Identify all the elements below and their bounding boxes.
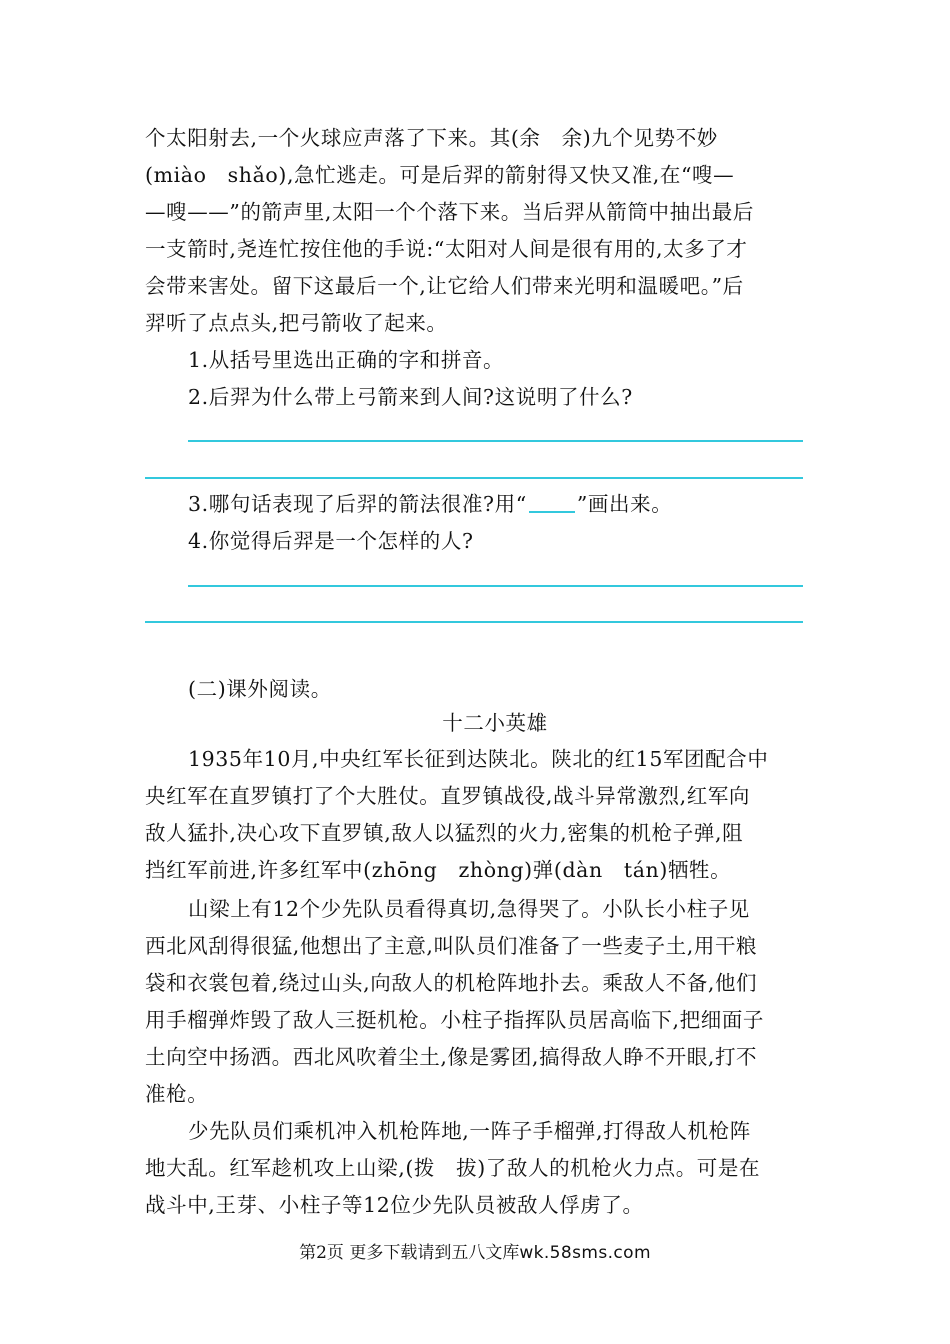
passage1-line-5: 会带来害处。留下这最后一个,让它给人们带来光明和温暖吧。”后: [145, 274, 744, 298]
passage1-line-1: 个太阳射去,一个火球应声落了下来。其(余 余)九个见势不妙: [145, 126, 718, 150]
answer-line-q2-1[interactable]: [188, 440, 803, 442]
story-line-2: 央红军在直罗镇打了个大胜仗。直罗镇战役,战斗异常激烈,红军向: [145, 784, 751, 808]
question-4: 4.你觉得后羿是一个怎样的人?: [188, 529, 474, 553]
story-line-7: 袋和衣裳包着,绕过山头,向敌人的机枪阵地扑去。乘敌人不备,他们: [145, 971, 758, 995]
footer-text: 更多下载请到五八文库: [349, 1243, 520, 1263]
story-line-13: 战斗中,王芽、小柱子等12位少先队员被敌人俘虏了。: [145, 1193, 644, 1217]
answer-line-q4-2[interactable]: [145, 621, 803, 623]
story-line-9: 土向空中扬洒。西北风吹着尘土,像是雾团,搞得敌人睁不开眼,打不: [145, 1045, 758, 1069]
story-line-1: 1935年10月,中央红军长征到达陕北。陕北的红15军团配合中: [188, 747, 769, 771]
story-line-8: 用手榴弹炸毁了敌人三挺机枪。小柱子指挥队员居高临下,把细面子: [145, 1008, 765, 1032]
story-line-10: 准枪。: [145, 1082, 209, 1106]
story-line-4: 挡红军前进,许多红军中(zhōng zhòng)弹(dàn tán)牺牲。: [145, 858, 732, 882]
passage1-line-3: —嗖——”的箭声里,太阳一个个落下来。当后羿从箭筒中抽出最后: [145, 200, 754, 224]
page-number: 第2页: [299, 1243, 344, 1263]
page-footer: [0, 1238, 950, 1268]
story-line-11: 少先队员们乘机冲入机枪阵地,一阵子手榴弹,打得敌人机枪阵: [188, 1119, 751, 1143]
story-line-6: 西北风刮得很猛,他想出了主意,叫队员们准备了一些麦子土,用干粮: [145, 934, 758, 958]
underline-sample: [529, 489, 575, 513]
question-3-text-after: ”画出来。: [576, 492, 673, 516]
question-1: 1.从括号里选出正确的字和拼音。: [188, 348, 505, 372]
story-line-12: 地大乱。红军趁机攻上山梁,(拨 拔)了敌人的机枪火力点。可是在: [145, 1156, 761, 1180]
answer-line-q2-2[interactable]: [145, 477, 803, 479]
section-heading: (二)课外阅读。: [188, 677, 332, 701]
story-title: 十二小英雄: [442, 711, 548, 735]
passage1-line-4: 一支箭时,尧连忙按住他的手说:“太阳对人间是很有用的,太多了才: [145, 237, 748, 261]
footer-link[interactable]: wk.58sms.com: [519, 1243, 651, 1263]
question-2: 2.后羿为什么带上弓箭来到人间?这说明了什么?: [188, 385, 633, 409]
story-line-3: 敌人猛扑,决心攻下直罗镇,敌人以猛烈的火力,密集的机枪子弹,阻: [145, 821, 744, 845]
question-3: [188, 486, 805, 522]
passage1-line-2: (miào shǎo),急忙逃走。可是后羿的箭射得又快又准,在“嗖—: [145, 163, 735, 187]
question-3-text-before: 3.哪句话表现了后羿的箭法很准?用“: [188, 492, 527, 516]
passage1-line-6: 羿听了点点头,把弓箭收了起来。: [145, 311, 448, 335]
story-line-5: 山梁上有12个少先队员看得真切,急得哭了。小队长小柱子见: [188, 897, 750, 921]
answer-line-q4-1[interactable]: [188, 585, 803, 587]
